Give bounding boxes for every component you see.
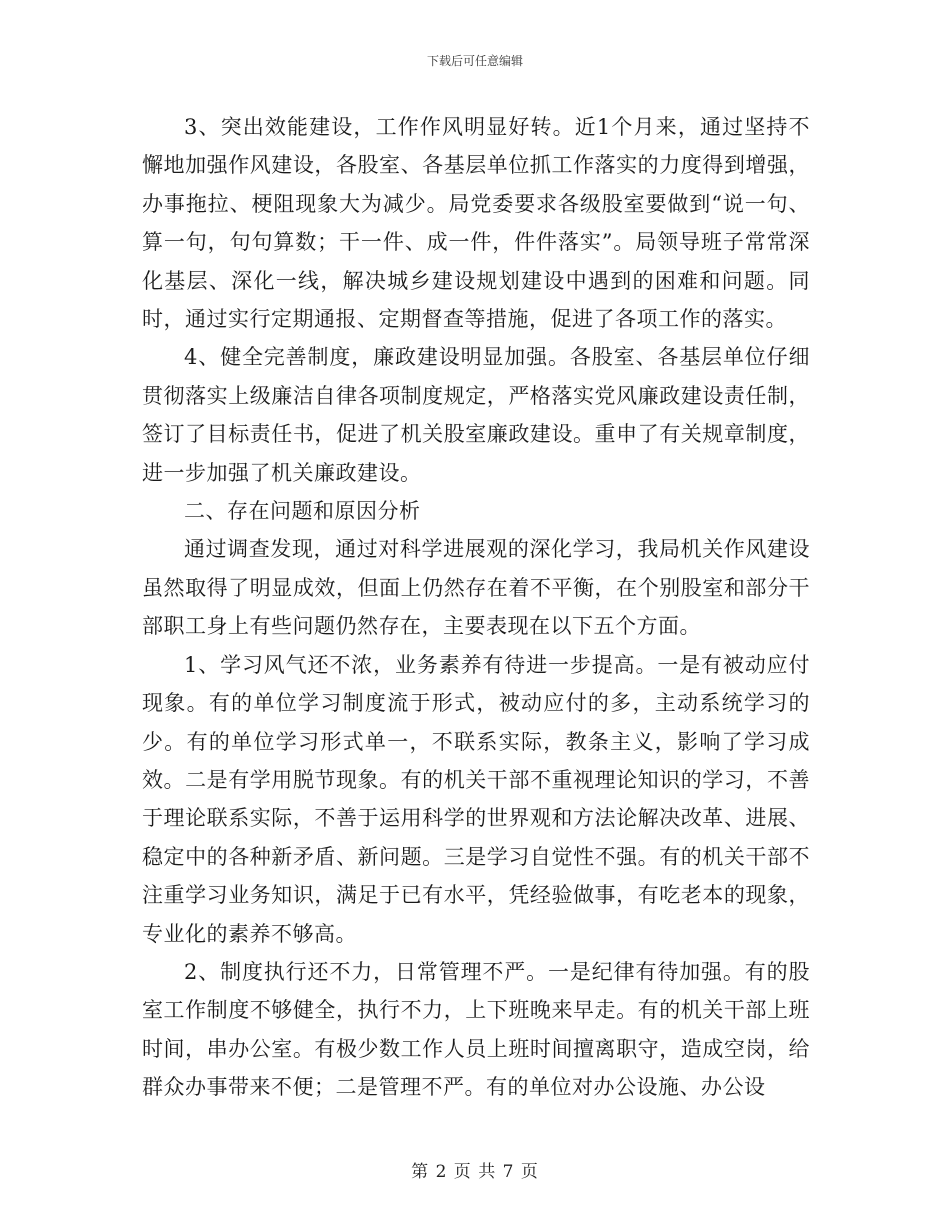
paragraph-management: 2、制度执行还不力，日常管理不严。一是纪律有待加强。有的股室工作制度不够健全，执行不力，上下班晚来早走。有的机关干部上班时间，串办公室。有极少数工作人员上班时间擅离职守，造成空岗，给群众办事带来不便；二是管理不严。有的单位对办公设施、办公设 — [142, 959, 810, 1100]
paragraph-study: 1、学习风气还不浓，业务素养有待进一步提高。一是有被动应付现象。有的单位学习制度流于形式，被动应付的多，主动系统学习的少。有的单位学习形式单一，不联系实际，教条主义，影响了学习成效。二是有学用脱节现象。有的机关干部不重视理论知识的学习，不善于理论联系实际，不善于运用科学的世界观和方法论解决改革、进展、稳定中的各种新矛盾、新问题。三是学习自觉性不强。有的机关干部不注重学习业务知识，满足于已有水平，凭经验做事，有吃老本的现象，专业化的素养不够高。 — [142, 652, 810, 946]
document-body — [142, 108, 810, 1107]
section-heading-problems: 二、存在问题和原因分析 — [184, 499, 421, 524]
paragraph-integrity: 4、健全完善制度，廉政建设明显加强。各股室、各基层单位仔细贯彻落实上级廉洁自律各项制度规定，严格落实党风廉政建设责任制，签订了目标责任书，促进了机关股室廉政建设。重申了有关规章制度，进一步加强了机关廉政建设。 — [142, 345, 810, 485]
header-note: 下载后可任意编辑 — [426, 54, 523, 68]
paragraph-efficiency: 3、突出效能建设，工作作风明显好转。近1个月来，通过坚持不懈地加强作风建设，各股室、各基层单位抓工作落实的力度得到增强，办事拖拉、梗阻现象大为减少。局党委要求各级股室要做到“说一句、算一句，句句算数；干一件、成一件，件件落实”。局领导班子常常深化基层、深化一线，解决城乡建设规划建设中遇到的困难和问题。同时，通过实行定期通报、定期督查等措施，促进了各项工作的落实。 — [142, 115, 810, 332]
page-number: 第 2 页 共 7 页 — [411, 1162, 539, 1182]
paragraph-survey: 通过调查发现，通过对科学进展观的深化学习，我局机关作风建设虽然取得了明显成效，但面上仍然存在着不平衡，在个别股室和部分干部职工身上有些问题仍然存在，主要表现在以下五个方面。 — [142, 537, 810, 639]
